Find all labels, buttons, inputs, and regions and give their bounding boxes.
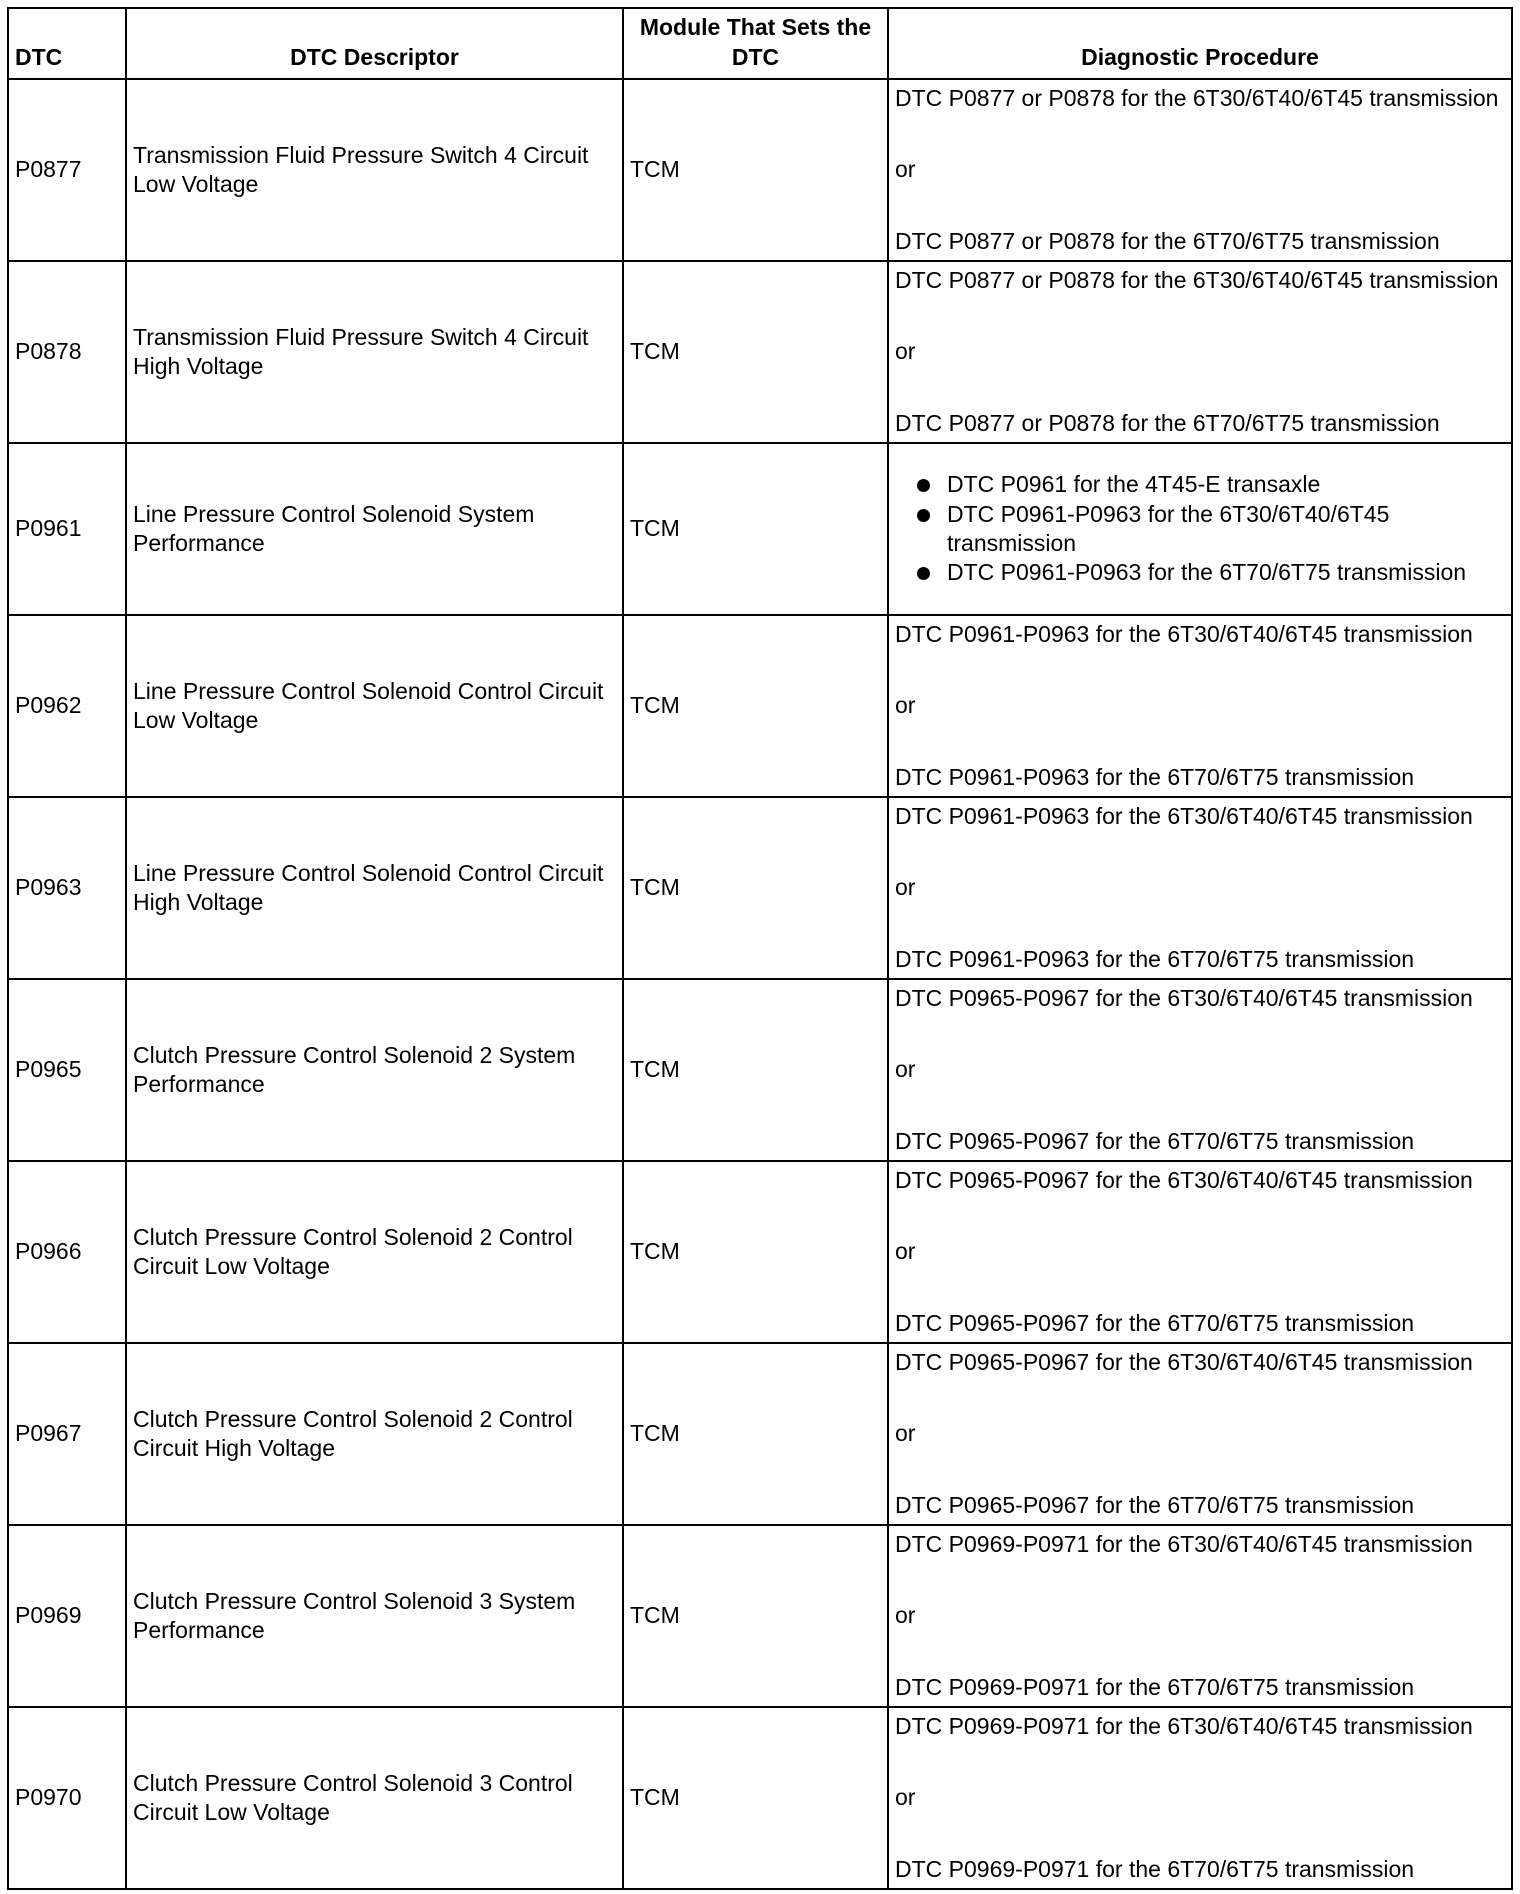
table-header: [8, 8, 1512, 79]
procedure-link[interactable]: DTC P0877 or P0878 for the 6T30/6T40/6T45 transmission: [895, 267, 1499, 293]
procedure-bullet-list: [895, 470, 1505, 588]
procedure-link[interactable]: DTC P0965-P0967 for the 6T70/6T75 transmission: [895, 1491, 1415, 1518]
procedure-link[interactable]: DTC P0969-P0971 for the 6T70/6T75 transmission: [895, 1673, 1415, 1700]
dtc-module: TCM: [623, 615, 888, 797]
table-row: [8, 615, 1512, 797]
header-module: Module That Sets the DTC: [623, 8, 888, 79]
dtc-descriptor: Clutch Pressure Control Solenoid 3 Control Circuit Low Voltage: [126, 1707, 623, 1889]
table-row: [8, 1525, 1512, 1707]
table-row: [8, 1343, 1512, 1525]
table-row: [8, 443, 1512, 615]
procedure-link[interactable]: DTC P0965-P0967 for the 6T70/6T75 transmission: [895, 1127, 1415, 1154]
dtc-code: P0961: [8, 443, 126, 615]
procedure-link[interactable]: DTC P0877 or P0878 for the 6T70/6T75 transmission: [895, 409, 1440, 436]
header-descriptor: DTC Descriptor: [126, 8, 623, 79]
dtc-descriptor: Line Pressure Control Solenoid Control Circuit High Voltage: [126, 797, 623, 979]
dtc-descriptor: Clutch Pressure Control Solenoid 2 Control Circuit High Voltage: [126, 1343, 623, 1525]
procedure-or: or: [895, 1420, 916, 1447]
procedure-link[interactable]: DTC P0965-P0967 for the 6T70/6T75 transmission: [895, 1309, 1415, 1336]
dtc-descriptor: Line Pressure Control Solenoid System Performance: [126, 443, 623, 615]
dtc-descriptor: Clutch Pressure Control Solenoid 3 System Performance: [126, 1525, 623, 1707]
procedure-link[interactable]: DTC P0965-P0967 for the 6T30/6T40/6T45 transmission: [895, 1167, 1473, 1193]
procedure-link[interactable]: DTC P0961 for the 4T45-E transaxle: [917, 470, 1505, 499]
table-body: [8, 79, 1512, 1889]
dtc-code: P0963: [8, 797, 126, 979]
procedure-link[interactable]: DTC P0969-P0971 for the 6T30/6T40/6T45 transmission: [895, 1713, 1473, 1739]
dtc-module: TCM: [623, 1707, 888, 1889]
header-row: [8, 8, 1512, 79]
procedure-or: or: [895, 1056, 916, 1083]
diagnostic-procedure: [888, 79, 1512, 261]
table-row: [8, 1707, 1512, 1889]
procedure-link[interactable]: DTC P0877 or P0878 for the 6T30/6T40/6T45 transmission: [895, 85, 1499, 111]
dtc-module: TCM: [623, 1161, 888, 1343]
table-row: [8, 261, 1512, 443]
table-row: [8, 79, 1512, 261]
dtc-code: P0962: [8, 615, 126, 797]
dtc-code: P0970: [8, 1707, 126, 1889]
dtc-descriptor: Line Pressure Control Solenoid Control Circuit Low Voltage: [126, 615, 623, 797]
dtc-code: P0878: [8, 261, 126, 443]
dtc-code: P0877: [8, 79, 126, 261]
procedure-or: or: [895, 156, 916, 183]
dtc-module: TCM: [623, 1343, 888, 1525]
procedure-link[interactable]: DTC P0965-P0967 for the 6T30/6T40/6T45 transmission: [895, 985, 1473, 1011]
dtc-module: TCM: [623, 261, 888, 443]
diagnostic-procedure: [888, 1707, 1512, 1889]
diagnostic-procedure: [888, 979, 1512, 1161]
procedure-link[interactable]: DTC P0961-P0963 for the 6T70/6T75 transmission: [917, 558, 1505, 587]
dtc-code: P0969: [8, 1525, 126, 1707]
dtc-module: TCM: [623, 797, 888, 979]
procedure-link[interactable]: DTC P0969-P0971 for the 6T30/6T40/6T45 transmission: [895, 1531, 1473, 1557]
procedure-link[interactable]: DTC P0961-P0963 for the 6T70/6T75 transmission: [895, 763, 1415, 790]
procedure-or: or: [895, 692, 916, 719]
dtc-code: P0966: [8, 1161, 126, 1343]
header-dtc: DTC: [8, 8, 126, 79]
procedure-or: or: [895, 1238, 916, 1265]
diagnostic-procedure: [888, 1161, 1512, 1343]
dtc-module: TCM: [623, 979, 888, 1161]
procedure-link[interactable]: DTC P0961-P0963 for the 6T30/6T40/6T45 transmission: [917, 500, 1505, 559]
diagnostic-procedure: [888, 1525, 1512, 1707]
dtc-module: TCM: [623, 1525, 888, 1707]
dtc-descriptor: Clutch Pressure Control Solenoid 2 Control Circuit Low Voltage: [126, 1161, 623, 1343]
dtc-descriptor: Clutch Pressure Control Solenoid 2 System Performance: [126, 979, 623, 1161]
procedure-or: or: [895, 1784, 916, 1811]
procedure-link[interactable]: DTC P0961-P0963 for the 6T30/6T40/6T45 transmission: [895, 621, 1473, 647]
table-row: [8, 797, 1512, 979]
procedure-link[interactable]: DTC P0965-P0967 for the 6T30/6T40/6T45 transmission: [895, 1349, 1473, 1375]
dtc-code: P0965: [8, 979, 126, 1161]
procedure-link[interactable]: DTC P0961-P0963 for the 6T30/6T40/6T45 transmission: [895, 803, 1473, 829]
dtc-module: TCM: [623, 443, 888, 615]
dtc-descriptor: Transmission Fluid Pressure Switch 4 Circuit Low Voltage: [126, 79, 623, 261]
diagnostic-procedure: [888, 615, 1512, 797]
procedure-or: or: [895, 1602, 916, 1629]
procedure-or: or: [895, 338, 916, 365]
procedure-link[interactable]: DTC P0969-P0971 for the 6T70/6T75 transmission: [895, 1855, 1415, 1882]
table-row: [8, 979, 1512, 1161]
diagnostic-procedure: [888, 261, 1512, 443]
dtc-module: TCM: [623, 79, 888, 261]
procedure-link[interactable]: DTC P0961-P0963 for the 6T70/6T75 transmission: [895, 945, 1415, 972]
procedure-link[interactable]: DTC P0877 or P0878 for the 6T70/6T75 transmission: [895, 227, 1440, 254]
diagnostic-procedure: [888, 797, 1512, 979]
dtc-descriptor: Transmission Fluid Pressure Switch 4 Circuit High Voltage: [126, 261, 623, 443]
diagnostic-procedure: [888, 443, 1512, 615]
table-row: [8, 1161, 1512, 1343]
header-procedure: Diagnostic Procedure: [888, 8, 1512, 79]
diagnostic-procedure: [888, 1343, 1512, 1525]
procedure-or: or: [895, 874, 916, 901]
dtc-table: [7, 7, 1513, 1890]
dtc-code: P0967: [8, 1343, 126, 1525]
